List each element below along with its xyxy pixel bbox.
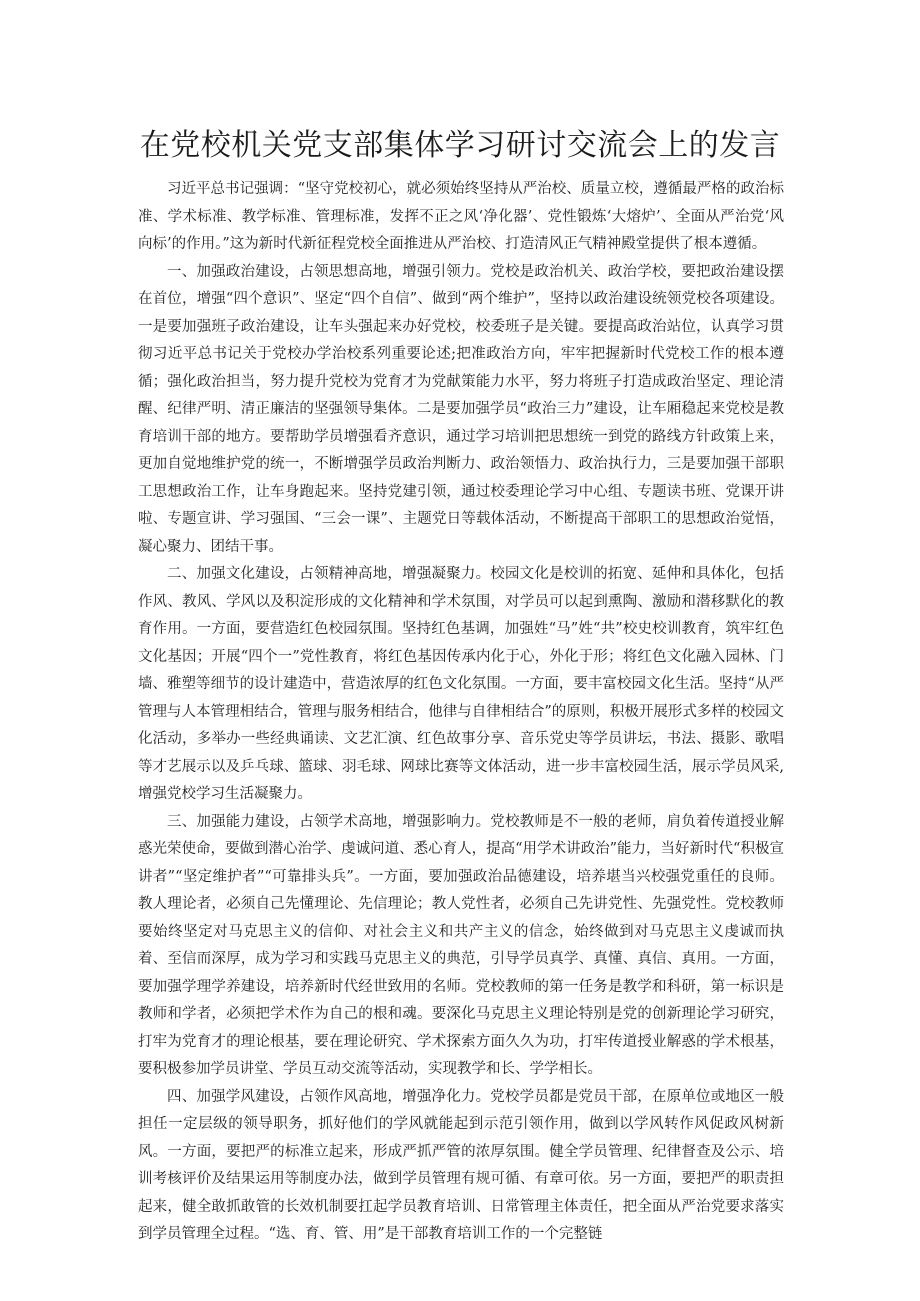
document-title: 在党校机关党支部集体学习研讨交流会上的发言 [139, 128, 781, 163]
paragraph-cultural-building: 二、加强文化建设，占领精神高地，增强凝聚力。校园文化是校训的拓宽、延伸和具体化，包括作风、教风、学风以及积淀形成的文化精神和学术氛围，对学员可以起到熏陶、激励和潜移默化的教育作用。一方面，要营造红色校园氛围。坚持红色基调，加强姓“马”姓“共”校史校训教育，筑牢红色文化基因；开展“四个一”党性教育，将红色基因传承内化于心，外化于形；将红色文化融入园林、门墙、雅塑等细节的设计建造中，营造浓厚的红色文化氛围。一方面，要丰富校园文化生活。坚持“从严管理与人本管理相结合，管理与服务相结合，他律与自律相结合”的原则，积极开展形式多样的校园文化活动，多举办一些经典诵读、文艺汇演、红色故事分享、音乐党史等学员讲坛，书法、摄影、歌唱等才艺展示以及乒乓球、篮球、羽毛球、网球比赛等文体活动，进一步丰富校园生活，展示学员风采,增强党校学习生活凝聚力。 [138, 566, 784, 802]
paragraph-capability-building: 三、加强能力建设，占领学术高地，增强影响力。党校教师是不一般的老师，肩负着传道授业解惑光荣使命，要做到潜心治学、虔诚问道、悉心育人，提高“用学术讲政治”能力，当好新时代“积极宣讲者”“坚定维护者”“可靠排头兵”。一方面，要加强政治品德建设，培养堪当兴校强党重任的良师。教人理论者，必须自己先懂理论、先信理论；教人党性者，必须自己先讲党性、先强党性。党校教师要始终坚定对马克思主义的信仰、对社会主义和共产主义的信念，始终做到对马克思主义虔诚而执着、至信而深厚，成为学习和实践马克思主义的典范，引导学员真学、真懂、真信、真用。一方面，要加强学理学养建设，培养新时代经世致用的名师。党校教师的第一任务是教学和科研，第一标识是教师和学者，必须把学术作为自己的根和魂。要深化马克思主义理论特别是党的创新理论学习研究，打牢为党育才的理论根基，要在理论研究、学术探索方面久久为功，打牢传道授业解惑的学术根基，要积极参加学员讲堂、学员互动交流等活动，实现教学和长、学学相长。 [138, 813, 784, 1077]
paragraph-political-building: 一、加强政治建设，占领思想高地，增强引领力。党校是政治机关、政治学校，要把政治建设摆在首位，增强“四个意识”、坚定“四个自信”、做到“两个维护”，坚持以政治建设统领党校各项建设。一是要加强班子政治建设，让车头强起来办好党校，校委班子是关键。要提高政治站位，认真学习贯彻习近平总书记关于党校办学治校系列重要论述;把准政治方向，牢牢把握新时代党校工作的根本遵循；强化政治担当，努力提升党校为党育才为党献策能力水平，努力将班子打造成政治坚定、理论清醒、纪律严明、清正廉洁的坚强领导集体。二是要加强学员“政治三力”建设，让车厢稳起来党校是教育培训干部的地方。要帮助学员增强看齐意识，通过学习培训把思想统一到党的路线方针政策上来，更加自觉地维护党的统一，不断增强学员政治判断力、政治领悟力、政治执行力，三是要加强干部职工思想政治工作，让车身跑起来。坚持党建引领，通过校委理论学习中心组、专题读书班、党课开讲啦、专题宣讲、学习强国、“三会一课”、主题党日等载体活动，不断提高干部职工的思想政治觉悟，凝心聚力、团结干事。 [138, 263, 784, 555]
paragraph-study-style-building: 四、加强学风建设，占领作风高地，增强净化力。党校学员都是党员干部，在原单位或地区一般担任一定层级的领导职务，抓好他们的学风就能起到示范引领作用，做到以学风转作风促政风树新风。一方面，要把严的标准立起来，形成严抓严管的浓厚氛围。健全学员管理、纪律督查及公示、培训考核评价及结果运用等制度办法，做到学员管理有规可循、有章可依。另一方面，要把严的职责担起来，健全敢抓敢管的长效机制要扛起学员教育培训、日常管理主体责任，把全面从严治党要求落实到学员管理全过程。“选、育、管、用”是干部教育培训工作的一个完整链 [138, 1088, 784, 1242]
paragraph-intro: 习近平总书记强调：“坚守党校初心，就必须始终坚持从严治校、质量立校，遵循最严格的政治标准、学术标准、教学标准、管理标准，发挥不正之风‘净化器’、党性锻炼‘大熔炉’、全面从严治党‘风向标’的作用。”这为新时代新征程党校全面推进从严治校、打造清风正气精神殿堂提供了根本遵循。 [138, 181, 784, 252]
document-body [138, 176, 784, 1249]
